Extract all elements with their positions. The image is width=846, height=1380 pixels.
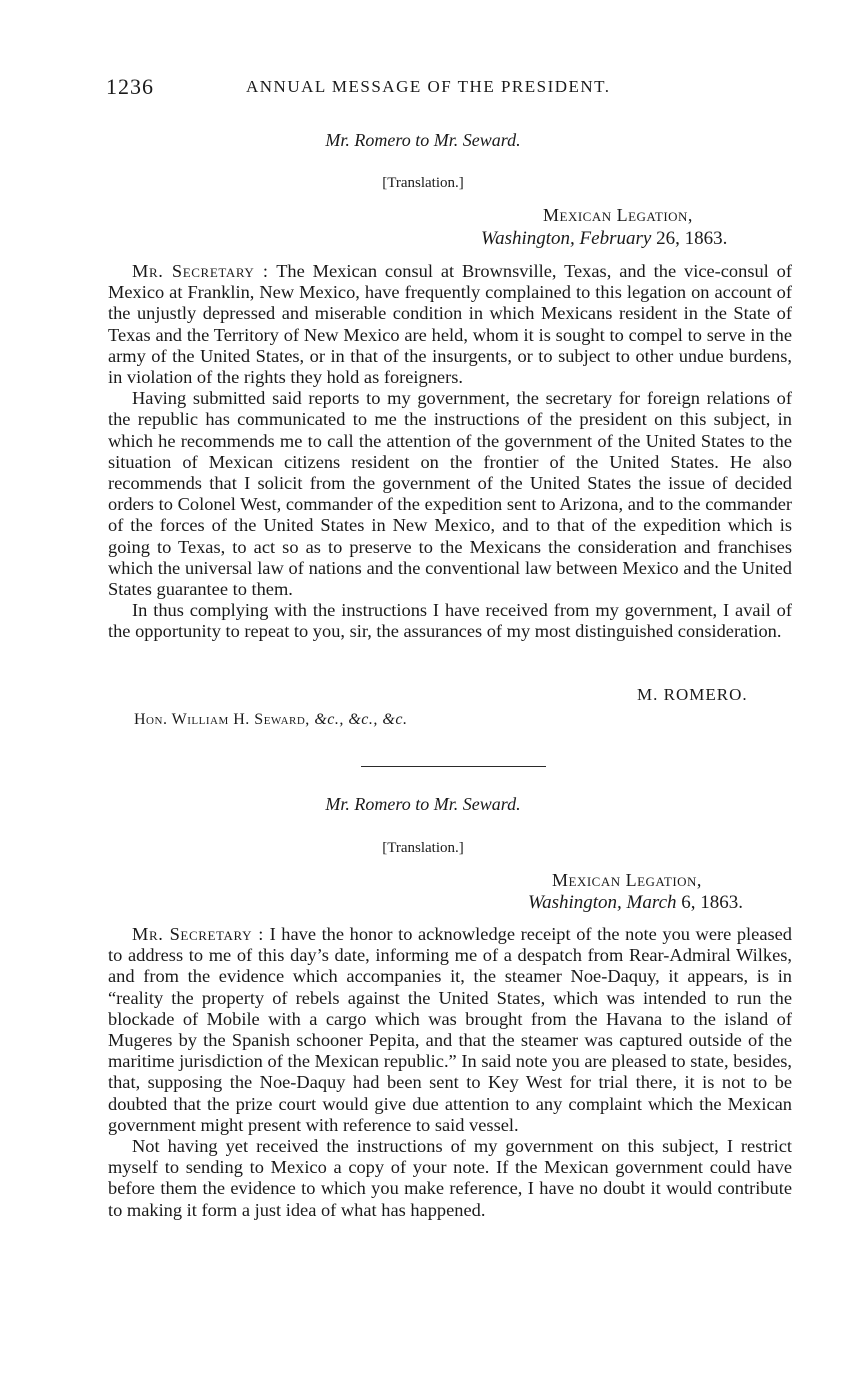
letter-2-date-month: March [626, 892, 677, 913]
letter-2-body [108, 924, 792, 1221]
letter-1-paragraph-2: Having submitted said reports to my government, the secretary for foreign relations of the republic has communicated to me the instructions of the president on this subject, in which he recommends me to call the attention of the government of the United States to the situation of Mexican citizens resident on the frontier of the United States. He also recommends that I solicit from the government of the United States the issue of decided orders to Colonel West, commander of the expedition sent to Arizona, and to the commander of the forces of the United States in New Mexico, and to that of the expedition which is going to Texas, to act so as to preserve to the Mexicans the consideration and franchises which the universal law of nations and the conventional law between Mexico and the United States guarantee to them. [108, 388, 792, 600]
letter-1-salutation: Mr. Secretary : [132, 261, 269, 281]
page-number: 1236 [106, 74, 154, 99]
letter-1-addressee [134, 711, 407, 729]
running-head-title: ANNUAL MESSAGE OF THE PRESIDENT. [246, 77, 611, 96]
letter-2-heading: Mr. Romero to Mr. Seward. [325, 794, 521, 814]
letter-2-place: Mexican Legation, [552, 870, 702, 890]
letter-1-paragraph-3: In thus complying with the instructions I have received from my government, I avail of the opportunity to repeat to you, sir, the assurances of my most distinguished consideration. [108, 600, 792, 642]
letter-1-place: Mexican Legation, [543, 205, 693, 225]
letter-2-paragraph-1: Mr. Secretary : I have the honor to acknowledge receipt of the note you were pleased to address to me of this day’s date, informing me of a despatch from Rear-Admiral Wilkes, and from the evidence which accompanies it, the steamer Noe-Daquy, it appears, is in “reality the property of rebels against the United States, which was intended to run the blockade of Mobile with a cargo which was brought from the Havana to the island of Mugeres by the Spanish schooner Pepita, and that the steamer was captured outside of the maritime jurisdiction of the Mexican republic.” In said note you are pleased to state, besides, that, supposing the Noe-Daquy had been sent to Key West for trial there, it is not to be doubted that the prize court would give due attention to any complaint which the Mexican government might present with reference to said vessel. [108, 924, 792, 1135]
letter-1-date-rest: 26, 1863. [656, 228, 728, 249]
letter-2-translation-note: [Translation.] [382, 840, 464, 856]
section-divider [361, 766, 546, 767]
letter-1-signature: M. ROMERO. [637, 685, 748, 704]
letter-2-date-place: Washington, [528, 892, 622, 913]
letter-2-date-rest: 6, 1863. [681, 892, 743, 913]
letter-1-body [108, 261, 792, 643]
letter-1-date-place: Washington, [481, 228, 575, 249]
addressee-name: Hon. William H. Seward, [134, 711, 310, 728]
letter-1-translation-note: [Translation.] [382, 175, 464, 191]
addressee-etc: &c., &c., &c. [314, 711, 408, 728]
letter-2-salutation: Mr. Secretary : [132, 924, 264, 944]
running-head [106, 74, 786, 104]
letter-1-date [481, 228, 727, 250]
letter-1-paragraph-1: Mr. Secretary : The Mexican consul at Brownsville, Texas, and the vice-consul of Mexico at Franklin, New Mexico, have frequently complained to this legation on account of the unjustly depressed and miserable condition in which Mexicans resident in the State of Texas and the Territory of New Mexico are held, whom it is sought to compel to serve in the army of the United States, or in that of the insurgents, or to subject to other undue burdens, in violation of the rights they hold as foreigners. [108, 261, 792, 388]
letter-2-date [528, 892, 743, 914]
letter-1-date-month: February [579, 228, 652, 249]
letter-2-paragraph-2: Not having yet received the instructions of my government on this subject, I restrict myself to sending to Mexico a copy of your note. If the Mexican government could have before them the evidence to which you make reference, I have no doubt it would contribute to making it form a just idea of what has happened. [108, 1136, 792, 1220]
letter-1-heading: Mr. Romero to Mr. Seward. [325, 130, 521, 150]
